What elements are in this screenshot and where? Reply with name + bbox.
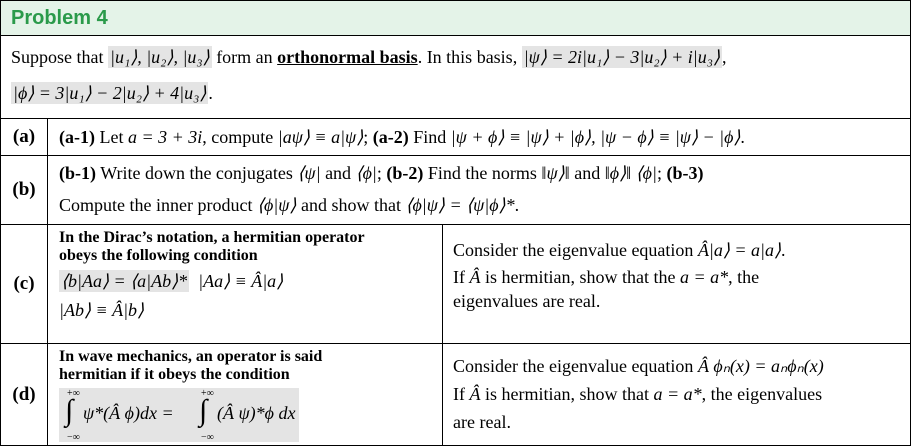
row-c-right-line: [453, 264, 903, 291]
basis-kets: |u₁⟩, |u₂⟩, |u₃⟩: [110, 47, 210, 67]
row-text: ;: [363, 127, 369, 147]
row-text: Compute the inner product: [59, 195, 253, 215]
row-text: ;: [656, 163, 662, 183]
math-expression: Â: [469, 267, 481, 287]
row-text: and show that: [300, 195, 401, 215]
math-expression: Â ϕₙ(x) = aₙϕₙ(x): [697, 356, 824, 376]
math-expression: Â: [469, 384, 481, 404]
column-divider: [442, 344, 443, 445]
row-c-right: [453, 237, 903, 311]
row-d-right-line: [453, 352, 905, 380]
intro-text: .: [208, 83, 213, 103]
intro-text: Suppose that: [11, 47, 104, 67]
row-text: Find the norms: [427, 163, 537, 183]
math-expression: a = a*: [653, 384, 702, 404]
part-label: (b-3): [666, 163, 704, 183]
integral-sign: ∫: [65, 394, 74, 427]
row-d-left: [59, 348, 439, 447]
math-expression: a = a*: [679, 267, 729, 287]
wave-hermitian-condition: [59, 388, 299, 442]
problem-intro: [1, 36, 910, 119]
row-text: Consider the eigenvalue equation: [453, 240, 694, 260]
row-c-right-line: [453, 291, 903, 311]
row-text: and: [325, 163, 352, 183]
row-text: is hermitian, show that: [485, 384, 649, 404]
row-label: (a): [1, 119, 48, 155]
row-text: Consider the eigenvalue equation: [453, 356, 694, 376]
row-text: Let: [99, 127, 124, 147]
row-c: [1, 225, 910, 344]
row-label: (c): [1, 225, 48, 343]
row-c-right-line: [453, 237, 903, 264]
row-d-right: [453, 352, 905, 436]
integral-upper-limit: +∞: [67, 388, 80, 399]
intro-line-2: [11, 83, 213, 104]
definition-title-line: hermitian if it obeys the condition: [59, 366, 290, 383]
math-expression: |Ab⟩ ≡ Â|b⟩: [59, 300, 145, 320]
integral-lower-limit: −∞: [201, 432, 214, 443]
math-expression: |ψ + ϕ⟩ ≡ |ψ⟩ + |ϕ⟩, |ψ − ϕ⟩ ≡ |ψ⟩ − |ϕ⟩: [450, 127, 741, 147]
row-text: is hermitian, show that the: [485, 267, 676, 287]
row-text: If: [453, 384, 465, 404]
row-a: [1, 119, 910, 156]
row-text: are real.: [453, 412, 511, 432]
definition-equation-2: [59, 300, 439, 321]
intro-text: ,: [721, 47, 727, 67]
row-text: ;: [376, 163, 382, 183]
math-expression: |aψ⟩ ≡ a|ψ⟩: [277, 127, 364, 147]
integral-right-side: (Â ψ)*ϕ dx: [217, 403, 296, 423]
part-label: (a-1): [59, 127, 95, 147]
row-text: eigenvalues are real.: [453, 291, 601, 311]
integral-upper-limit: +∞: [201, 388, 214, 399]
row-b: [1, 156, 910, 225]
definition-title-line: obeys the following condition: [59, 247, 258, 264]
row-b-line-2: [59, 195, 519, 216]
row-text: , the: [728, 267, 760, 287]
part-label: (a-2): [372, 127, 409, 147]
row-c-left: [59, 229, 439, 321]
row-text: Write down the conjugates: [100, 163, 293, 183]
row-d-right-line: [453, 408, 905, 436]
math-expression: a = 3 + 3i: [127, 127, 203, 147]
intro-text: form an: [216, 47, 273, 67]
row-label: (b): [1, 156, 48, 224]
definition-title: [59, 348, 439, 384]
math-expression: ⟨ϕ|ψ⟩ = ⟨ψ|ϕ⟩*: [405, 195, 515, 215]
math-expression: ‖ϕ⟩‖ ⟨ϕ|: [604, 163, 657, 183]
intro-line-1: [11, 47, 726, 68]
row-a-content: [59, 127, 745, 148]
problem-title: Problem 4: [11, 7, 108, 29]
math-expression: ‖ψ⟩‖: [541, 163, 570, 183]
row-d: [1, 344, 910, 445]
row-text: .: [740, 127, 745, 147]
row-text: .: [514, 195, 520, 215]
psi-state: |ψ⟩ = 2i|u₁⟩ − 3|u₂⟩ + i|u₃⟩: [523, 47, 720, 67]
math-expression: Â|a⟩ = a|a⟩: [697, 240, 782, 260]
integral-lower-limit: −∞: [67, 432, 80, 443]
math-expression: |Aa⟩ ≡ Â|a⟩: [198, 271, 284, 291]
row-text: , compute: [202, 127, 274, 147]
definition-title-line: In wave mechanics, an operator is said: [59, 348, 323, 365]
part-label: (b-2): [386, 163, 424, 183]
row-text: , the eigenvalues: [701, 384, 823, 404]
phi-state: |ϕ⟩ = 3|u₁⟩ − 2|u₂⟩ + 4|u₃⟩: [13, 83, 207, 103]
column-divider: [442, 225, 443, 343]
part-label: (b-1): [59, 163, 96, 183]
integral-sign: ∫: [199, 394, 208, 427]
row-b-line-1: [59, 163, 703, 184]
row-text: and: [574, 163, 601, 183]
definition-title: [59, 229, 439, 265]
orthonormal-basis-term: orthonormal basis: [277, 47, 418, 67]
row-text: Find: [413, 127, 447, 147]
math-expression: ⟨ψ|: [297, 163, 321, 183]
math-expression: ⟨ϕ|: [355, 163, 377, 183]
definition-equations: [59, 271, 439, 292]
problem-header: [1, 1, 910, 36]
hermitian-condition: ⟨b|Aa⟩ = ⟨a|Ab⟩*: [61, 271, 188, 291]
math-expression: ⟨ϕ|ψ⟩: [256, 195, 297, 215]
intro-text: . In this basis,: [417, 47, 518, 67]
integral-left-side: ψ*(Â ϕ)dx =: [83, 403, 174, 423]
row-text: .: [781, 240, 786, 260]
row-d-right-line: [453, 380, 905, 408]
definition-title-line: In the Dirac’s notation, a hermitian operator: [59, 229, 365, 246]
row-text: If: [453, 267, 465, 287]
row-label: (d): [1, 344, 48, 445]
